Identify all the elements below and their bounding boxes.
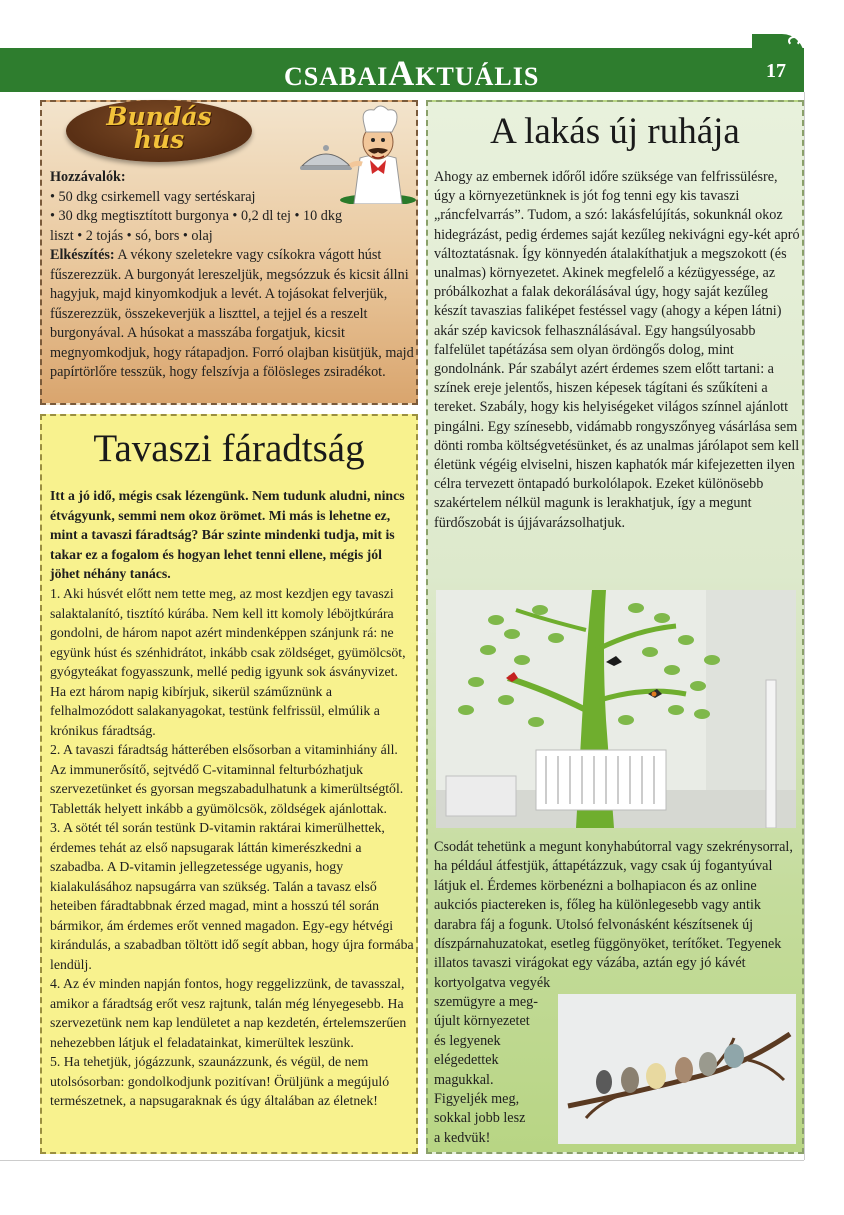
method-paragraph (50, 246, 414, 383)
apartment-body-continued: Csodát tehetünk a megunt konyhabútorral vagy szekrénysorral, ha például átfestjük, áttapétázzuk, vagy csak új fogantyúval látjuk el. Érdemes körbenézni a bolhapiacon és az online aukciós piactereken is, főleg ha különlegesebb vagy antik darabra fáj a fogunk. Utolsó felvonásként készítsenek új díszpárnahuzatokat, esetleg függönyöket, terítőket. Tegyenek illatos tavaszi virágokat egy vázába, aztán egy jó kávét kortyolgatva vegyék (434, 839, 793, 991)
fatigue-point: 1. Aki húsvét előtt nem tette meg, az most kezdjen egy tavaszi salaktalanító, tisztító kúrába. Nem kell itt komoly léböjtkúrára gondolni, de három napot azért mindenképpen szánjunk rá: ne együnk húst és szénhidrátot, inkább csak zöldséget, gyümölcsöt, gyógyteákat fogyasszunk, mellé pedig igyunk sok ásványvizet. Ha ezt három napig kibírjuk, sikerül száműznünk a felhalmozódott salakanyagokat, testünk felfrissül, elmúlik a krónikus fáradtság. (50, 586, 406, 738)
ingredient-line: liszt • 2 tojás • só, bors • olaj (50, 227, 213, 244)
masthead-part1: CSABAI (284, 62, 389, 91)
recipe-title-line1: Bundás (106, 102, 212, 131)
recipe-title (66, 102, 252, 154)
tree-mural-photo (436, 590, 796, 828)
apartment-body-closing (434, 993, 554, 1148)
apartment-body: Ahogy az embernek időről időre szüksége van felfrissülésre, úgy a környezetünknek is jót fog tenni egy kis tavaszi „ráncfelvarrás”. Tudom, a szó: lakásfelújítás, sokunknál okoz hidegrázást, pedig érdemes saját kezűleg nekivágni egy-két apró változtatásnak. Így könnyedén átalakíthatjuk a megszokott (és unalmas) környezetet. Akinek megfelelő a kézügyessége, az próbálkozhat a falak dekorálásával úgy, hogy saját kezűleg készít tavaszias faliképet festéssel vagy (ahogy a képen látni) akár szép kavicsok felhasználásával. Egy hangsúlyosabb falfelület tapétázása sem olyan ördöngős dolog, mint gondolnánk. Pár szabályt azért érdemes szem előtt tartani: a színek ereje jelentős, hiszen képesek tágítani és szűkíteni a tereket. Szabály, hogy kis helyiségeket világos színnel ajánlott pingálni. Egy színesebb, vidámabb rongyszőnyeg vásárlása sem dönti romba költségvetésünket, és az unalmas járólapot sem kell életünk végéig elviselni, hiszen kaphatók már kifejezetten ilyen célra tervezett öntapadó burkolólapok. Ezeket különösebb szakértelem nélkül magunk is lerakhatjuk, így a megunt fürdőszobát is újjávarázsolhatjuk. (434, 169, 800, 531)
closing-line: a kedvük! (434, 1129, 491, 1146)
method-text: A vékony szeletekre vagy csíkokra vágott húst fűszerezzük. A burgonyát lereszeljük, megsózzuk és kicsit állni hagyjuk, majd kinyomkodjuk a levét. A tojásokat felverjük, fűszerezzük, összekeverjük a liszttel, a tejjel és a reszelt burgonyával. A húsokat a masszába forgatjuk, kicsit megnyomkodjuk, hogy rátapadjon. Forró olajban kisütjük, majd papírtörlőre tesszük, hogy felszívja a fölösleges zsiradékot. (50, 247, 414, 380)
ingredient-line: • 30 dkg megtisztított burgonya • 0,2 dl tej • 10 dkg (50, 208, 343, 224)
closing-line: sokkal jobb lesz (434, 1110, 526, 1127)
recipe-title-badge (66, 100, 252, 162)
closing-line: szemügyre a meg- (434, 994, 538, 1010)
fatigue-point: 3. A sötét tél során testünk D-vitamin raktárai kimerülhettek, érdemes tehát az első napsugarak láttán kimerészkedni a szabadba. A D-vitamin jellegzetessége ugyanis, hogy kialakulásához napsugárra van szükség. Talán a tavasz első heteiben fáradtabbnak érzed magad, mint a hosszú tél során bármikor, ám érdemes erőt venned magadon. Egy-egy hétvégi kirándulás, a szabadban töltött idő segít abban, hogy újra formába lendülj. (50, 820, 414, 972)
fatigue-point: 5. Ha tehetjük, jógázzunk, szaunázzunk, és végül, de nem utolsósorban: gondolkodjunk pozitívan! Örüljünk a megújuló természetnek, a napsugaraknak és úgy általában az életnek! (50, 1054, 390, 1108)
recipe-box (40, 100, 418, 405)
fatigue-point: 2. A tavaszi fáradtság hátterében elsősorban a vitaminhiány áll. Az immunerősítő, sejtvédő C-vitaminnal felturbózhatjuk szervezetünket és gyorsan megszabadulhatunk a kimerültségtől. Tabletták helyett inkább a gyümölcsök, zöldségek ajánlottak. (50, 742, 404, 816)
ingredient-line: • 50 dkg csirkemell vagy sertéskaraj (50, 188, 256, 205)
ingredients-label: Hozzávalók: (50, 169, 126, 185)
masthead (284, 52, 539, 94)
method-label: Elkészítés: (50, 247, 115, 263)
apartment-title: A lakás új ruhája (490, 111, 740, 152)
swirl-icon (788, 36, 800, 46)
page-edge-bottom (0, 1160, 804, 1161)
closing-line: elégedettek (434, 1052, 499, 1069)
page-edge-right (804, 92, 805, 1160)
closing-line: és legyenek (434, 1032, 501, 1049)
recipe-title-line2: hús (133, 125, 185, 154)
apartment-article (426, 100, 804, 1154)
masthead-initial: A (388, 53, 416, 93)
fatigue-intro: Itt a jó idő, mégis csak lézengünk. Nem tudunk aludni, nincs étvágyunk, semmi nem okoz örömet. Mi más is lehetne ez, mint a tavaszi fáradtság? Bár szinte mindenki tudja, mit is takar ez a fogalom és hogyan lehet tenni ellene, mégis jól jöhet néhány tanács. (50, 488, 405, 581)
page-number: 17 (766, 60, 786, 82)
fatigue-title: Tavaszi fáradtság (93, 427, 365, 470)
recipe-text (50, 168, 414, 383)
closing-line: Figyeljék meg, (434, 1091, 520, 1108)
pebble-birds-photo (558, 994, 796, 1144)
fatigue-point: 4. Az év minden napján fontos, hogy reggelizzünk, de tavasszal, amikor a fáradtság erőt vesz rajtunk, talán még lényegesebb. Ha szervezetünk nem kap lendületet a nap kezdetén, értelemszerűen nehezebben látjuk el feladatainkat, kimerültek leszünk. (50, 976, 407, 1050)
closing-line: magukkal. (434, 1071, 494, 1088)
fatigue-body (50, 584, 414, 1111)
fatigue-article (40, 414, 418, 1154)
closing-line: újult környezetet (434, 1013, 530, 1030)
masthead-part2: KTUÁLIS (415, 62, 540, 91)
